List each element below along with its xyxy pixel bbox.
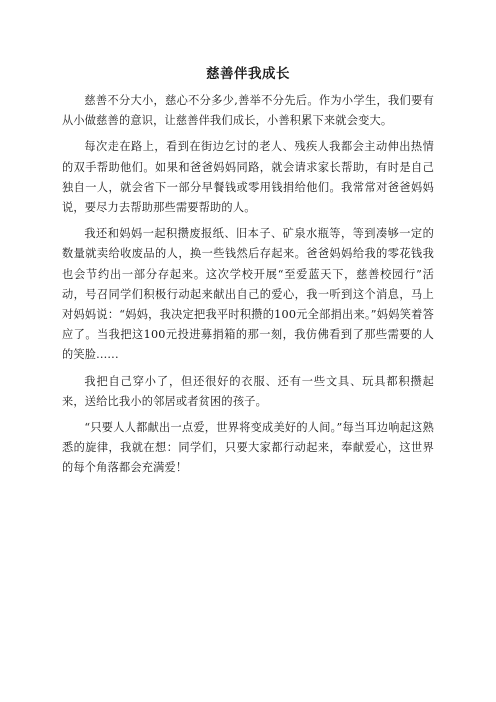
paragraph-2: 每次走在路上，看到在街边乞讨的老人、残疾人我都会主动伸出热情的双手帮助他们。如果和爸爸妈妈同路，就会请求家长帮助，有时是自己独自一人，就会省下一部分早餐钱或零用钱捐给他们。我常常对爸爸妈妈说，要尽力去帮助那些需要帮助的人。	[62, 140, 434, 215]
paragraph-5: “只要人人都献出一点爱，世界将变成美好的人间。”每当耳边响起这熟悉的旋律，我就在想：同学们，只要大家都行动起来，奉献爱心，这世界的每个角落都会充满爱！	[62, 421, 434, 475]
paragraph-4: 我把自己穿小了，但还很好的衣服、还有一些文具、玩具都积攒起来，送给比我小的邻居或者贫困的孩子。	[62, 374, 434, 408]
paragraph-1: 慈善不分大小，慈心不分多少,善举不分先后。作为小学生，我们要有从小做慈善的意识，让慈善伴我们成长，小善积累下来就会变大。	[62, 94, 434, 128]
paragraph-3: 我还和妈妈一起积攒废报纸、旧本子、矿泉水瓶等，等到凑够一定的数量就卖给收废品的人，换一些钱然后存起来。爸爸妈妈给我的零花钱我也会节约出一部分存起来。这次学校开展“至爱蓝天下，慈善校园行”活动，号召同学们积极行动起来献出自己的爱心，我一听到这个消息，马上对妈妈说：“妈妈，我决定把我平时积攒的100元全部捐出来。”妈妈笑着答应了。当我把这100元投进募捐箱的那一刻，我仿佛看到了那些需要的人的笑脸......	[62, 227, 434, 362]
document-title: 慈善伴我成长	[206, 66, 290, 82]
document-body	[62, 91, 434, 485]
